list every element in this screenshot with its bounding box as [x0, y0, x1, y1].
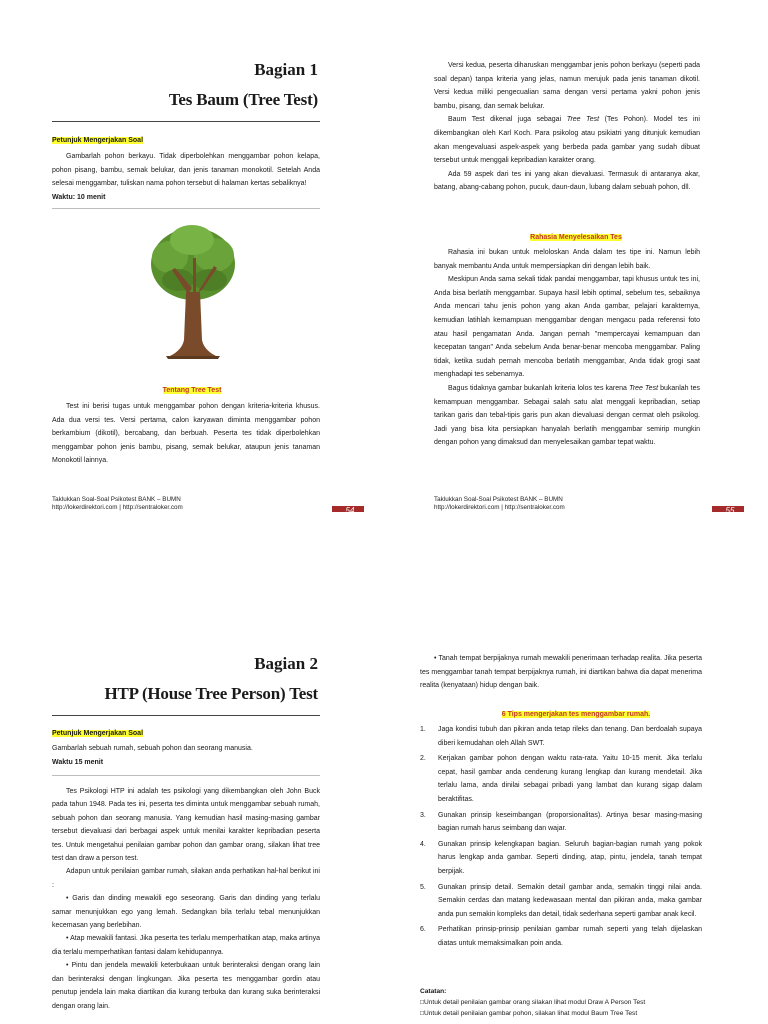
page-56	[0, 512, 384, 1024]
petunjuk-heading	[52, 137, 143, 144]
waktu-label: Waktu: 10 menit	[52, 193, 106, 201]
petunjuk-heading-text: Petunjuk Mengerjakan Soal	[52, 730, 144, 737]
note-marker-icon: □	[420, 1010, 424, 1017]
section-divider	[52, 208, 320, 209]
tentang-body	[52, 400, 320, 468]
petunjuk-text: Gambarlah pohon berkayu. Tidak diperbolehkan menggambar pohon kelapa, pohon pisang, bambu, semak belukar, dan jenis tanaman monokotil. Setelah Anda selesai menggambar, tuliskan nama pohon tersebut di halaman kertas sebaliknya!	[52, 153, 320, 188]
para-bagus-em: Tree Test	[629, 384, 659, 392]
para-baum-a: Baum Test dikenal juga sebagai	[448, 116, 567, 124]
tip-text: Perhatikan prinsip-prinsip penilaian gambar rumah seperti yang telah dijelaskan diatas untuk memaksimalkan poin anda.	[438, 926, 702, 947]
tentang-heading	[0, 387, 384, 394]
catatan-block	[420, 986, 720, 1019]
tip-number: 3.	[420, 811, 426, 819]
tips-list	[420, 723, 702, 953]
rahasia-body	[434, 246, 700, 450]
tip-text: Gunakan prinsip detail. Semakin detail gambar anda, semakin tinggi nilai anda. Semakin cerdas dan matang kedewasaan mental dan pikiran anda, maka gambar anda pun semakin kompleks dan detail, tidak sederhana seperti gambar anak kecil.	[438, 883, 702, 918]
section-number: Bagian 2	[254, 654, 318, 673]
tip-text: Jaga kondisi tubuh dan pikiran anda tetap rileks dan tenang. Dan berdoalah supaya diberi kemudahan oleh Allah SWT.	[438, 726, 702, 747]
bullet-atap: • Atap mewakili fantasi. Jika peserta tes terlalu memperhatikan atap, maka artinya dia terlalu memperhatikan fantasi dalam kehidupannya.	[52, 935, 320, 956]
tip-number: 4.	[420, 840, 426, 848]
tentang-text: Test ini berisi tugas untuk menggambar pohon dengan kriteria-kriteria khusus. Ada dua versi tes. Versi pertama, calon karyawan diminta menggambar pohon berkambium (dikotil), bercabang, dan berbuah. Peserta tes tidak diperbolehkan menggambar pohon jenis bambu, pisang, semak belukar, ataupun jenis tanaman Monokotil lainnya.	[52, 403, 320, 465]
tree-illustration	[148, 222, 238, 362]
footer	[434, 496, 565, 512]
tanah-body	[420, 652, 702, 693]
catatan-heading: Catatan:	[420, 988, 447, 995]
section-divider	[52, 775, 320, 776]
para-baum-em: Tree Test	[566, 116, 600, 124]
tip-item	[420, 838, 702, 879]
para-meskipun: Meskipun Anda sama sekali tidak pandai menggambar, tapi khusus untuk tes ini, Anda bisa berlatih menggambar. Supaya hasil lebih optimal, sebelum tes, sebaiknya Anda mencari tahu jenis pohon yang akan Anda gambar, pelajari karakternya, kemudian latihlah kemampuan menggambar dengan mengacu pada referensi foto atau hasil pengamatan Anda. Jangan pernah "mempercayai kemampuan dan kecepatan tangan" Anda sebelum Anda benar-benar mencoba menggambar. Paling tidak, ketika sudah pernah mencoba berlatih menggambar, Anda tidak grogi saat menghadapi tes sebenarnya.	[434, 276, 700, 379]
bullet-tanah: • Tanah tempat berpijaknya rumah mewakili penerimaan terhadap realita. Jika peserta tes menggambar tanah tempat berpijaknya rumah, ini diartikan bahwa dia dapat menerima realita (kenyataan) hidup dengan baik.	[420, 655, 702, 690]
tentang-heading-text: Tentang Tree Test	[162, 387, 222, 394]
page-54	[0, 0, 384, 512]
petunjuk-text: Gambarlah sebuah rumah, sebuah pohon dan seorang manusia.	[52, 745, 253, 752]
para-penilaian-rumah: Adapun untuk penilaian gambar rumah, silakan anda perhatikan hal-hal berikut ini :	[52, 868, 320, 889]
para-versi-kedua: Versi kedua, peserta diharuskan menggambar jenis pohon berkayu (seperti pada soal depan) tanpa kriteria yang jelas, namun merujuk pada jenis tanaman dikotil. Versi kedua miliki pengecualian sama dengan versi pertama yakni pohon jenis bambu, pisang, dan semak belukar.	[434, 62, 700, 110]
note-text: Untuk detail penilaian gambar pohon, silakan lihat modul Baum Tree Test	[423, 1010, 638, 1017]
page-55	[384, 0, 768, 512]
bullet-garis-dinding: • Garis dan dinding mewakili ego seseorang. Garis dan dinding yang terlalu samar menunjukkan ego yang lemah. Sedangkan bila terlalu tebal menunjukkan kecemasan yang berlebihan.	[52, 895, 320, 930]
para-bagus-a: Bagus tidaknya gambar bukanlah kriteria lolos tes karena	[448, 384, 630, 392]
waktu-label: Waktu 15 menit	[52, 759, 104, 766]
footer-title: Taklukkan Soal-Soal Psikotest BANK – BUMN	[52, 496, 181, 503]
tip-number: 5.	[420, 883, 426, 891]
note-baum-tree	[420, 1008, 720, 1019]
para-htp-intro: Tes Psikologi HTP ini adalah tes psikologi yang dikembangkan oleh John Buck pada tahun 1948. Pada tes ini, peserta tes diminta untuk menggambar sebuah rumah, sebuah pohon dan seorang manusia. Yang kemudian hasil masing-masing gambar tersebut dievaluasi dari berbagai aspek untuk menilai karakter kepribadian peserta tes. Untuk mengetahui penilaian gambar pohon dan gambar orang, silakan lihat tree test dan draw a person test.	[52, 788, 320, 863]
tip-item	[420, 809, 702, 836]
htp-body	[52, 785, 320, 1013]
tip-item	[420, 752, 702, 806]
rahasia-heading	[384, 234, 768, 241]
rahasia-heading-text: Rahasia Menyelesaikan Tes	[530, 234, 622, 241]
page-57	[384, 512, 768, 1024]
page-title: Tes Baum (Tree Test)	[168, 90, 318, 109]
tip-item	[420, 881, 702, 922]
tip-text: Gunakan prinsip keseimbangan (proporsionalitas). Artinya besar masing-masing bagian rumah harus seimbang dan wajar.	[438, 811, 702, 833]
tips-heading	[384, 711, 768, 718]
tip-number: 1.	[420, 726, 426, 733]
tree-trunk	[166, 258, 220, 359]
note-draw-a-person	[420, 997, 720, 1008]
para-rahasia: Rahasia ini bukan untuk meloloskan Anda dalam tes tipe ini. Namun lebih banyak membantu Anda untuk mempersiapkan diri dengan lebih baik.	[434, 249, 700, 270]
tips-heading-text: 6 Tips mengerjakan tes menggambar rumah.	[501, 711, 651, 718]
tip-number: 6.	[420, 926, 426, 934]
petunjuk-body	[52, 150, 320, 204]
tip-item	[420, 723, 702, 750]
tip-text: Kerjakan gambar pohon dengan waktu rata-rata. Yaitu 10-15 menit. Jika terlalu cepat, hasil gambar anda cenderung kurang lengkap dan kurang mendetail. Jika terlalu lama, anda dinilai sebagai pribadi yang lambat dan kurang sigap dalam beraktifitas.	[438, 755, 702, 803]
para-bagus	[434, 382, 700, 450]
para-baum-test	[434, 113, 700, 167]
footer-title: Taklukkan Soal-Soal Psikotest BANK – BUMN	[434, 496, 563, 503]
tip-number: 2.	[420, 755, 426, 763]
footer-links: http://lokerdirektori.com | http://sentraloker.com	[434, 504, 565, 511]
tip-text: Gunakan prinsip kelengkapan bagian. Seluruh bagian-bagian rumah yang pokok harus lengkap anda gambar. Seperti dinding, atap, pintu, jendela, tanah tempat berpijak.	[438, 840, 702, 875]
petunjuk-body	[52, 742, 320, 770]
bullet-pintu-jendela: • Pintu dan jendela mewakili keterbukaan untuk berinteraksi dengan orang lain dan berinteraksi dengan lingkungan. Jika peserta tes menggambar gordin atau penutup jendela lain maka diartikan dia kurang terbuka dan kurang suka berinteraksi dengan orang lain.	[52, 962, 320, 1010]
para-59-aspek: Ada 59 aspek dari tes ini yang akan dievaluasi. Termasuk di antaranya akar, batang, abang-cabang pohon, pucuk, daun-daun, lubang dalam sebuah pohon, dll.	[434, 170, 700, 192]
title-divider	[52, 715, 320, 716]
para-baum-b: (Tes Pohon). Model tes ini dikembangkan oleh Karl Koch. Para psikolog atau psikiatri yang ditunjuk kemudian akan mengevaluasi aspek-aspek yang berbeda pada gambar yang sudah dibuat tersebut untuk menggali kepribadian karakter orang.	[434, 116, 700, 165]
title-divider	[52, 121, 320, 122]
footer-links: http://lokerdirektori.com | http://sentraloker.com	[52, 504, 183, 511]
page-number: 55	[716, 506, 744, 512]
para-bagus-b: bukanlah tes kemampuan menggambar. Sebagai salah satu alat menggali kepribadian, setiap tarikan garis dan tebal-tipis garis pun akan dievaluasi dengan cermat oleh psikolog. Jadi yang bisa kita persiapkan hanyalah berlatih menggambar semirip mungkin dengan pohon yang dimaksud dan menyelesaikan gambar tepat waktu.	[434, 384, 700, 447]
footer	[52, 496, 183, 512]
versi-kedua-body	[434, 59, 700, 195]
page-title: HTP (House Tree Person) Test	[104, 684, 318, 703]
petunjuk-heading-text: Petunjuk Mengerjakan Soal	[52, 137, 144, 144]
page-number: 54	[336, 506, 364, 512]
tip-item	[420, 923, 702, 950]
section-number: Bagian 1	[254, 60, 318, 79]
note-text: Untuk detail penilaian gambar orang silakan lihat modul Draw A Person Test	[423, 999, 646, 1006]
petunjuk-heading	[52, 730, 143, 737]
note-marker-icon: □	[420, 999, 424, 1006]
